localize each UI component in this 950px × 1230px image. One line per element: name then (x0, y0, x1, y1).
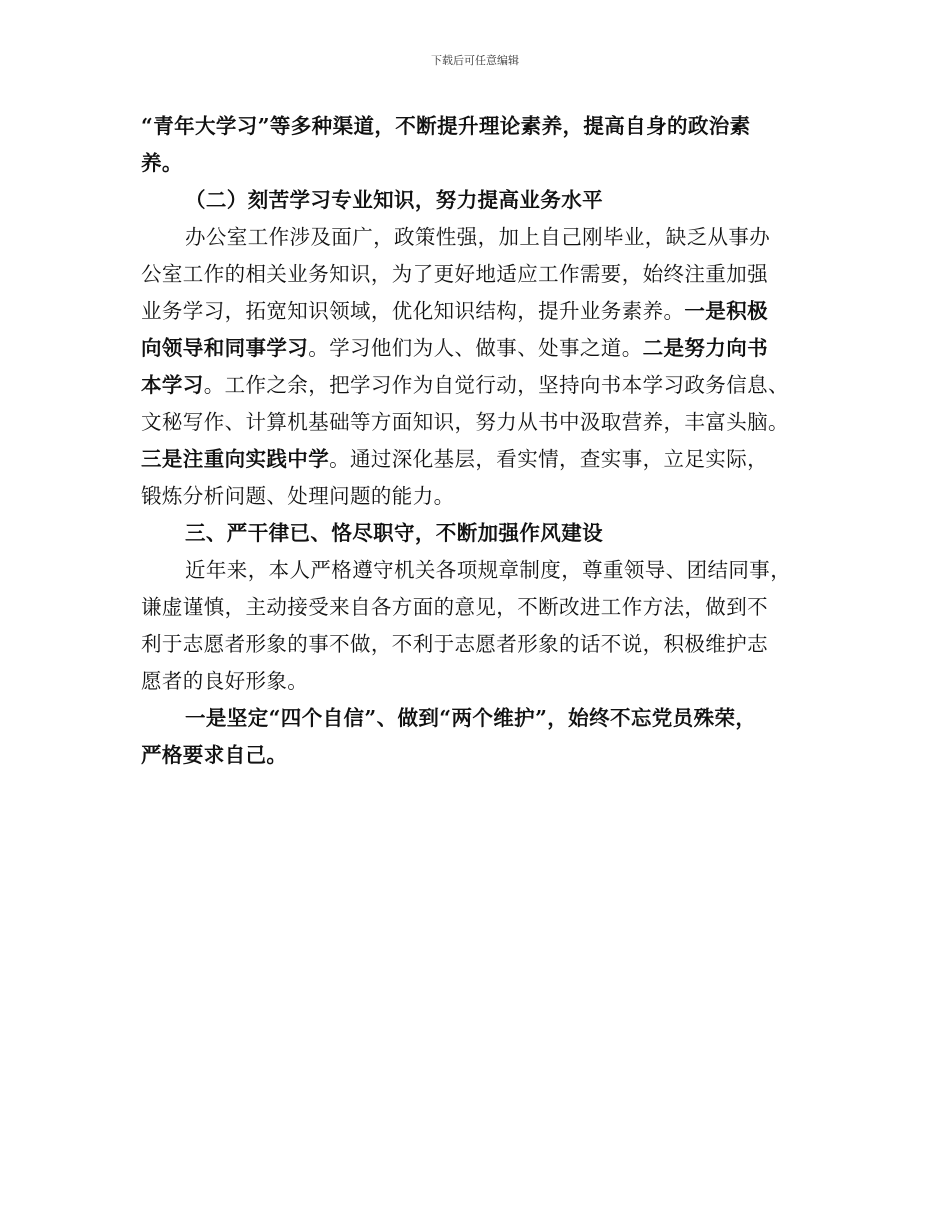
line-segment: 近年来，本人严格遵守机关各项规章制度，尊重领导、团结同事， (185, 558, 792, 582)
line-segment: 办公室工作涉及面广，政策性强，加上自己刚毕业，缺乏从事办 (185, 225, 771, 249)
line-segment: 。工作之余，把学习作为自觉行动，坚持向书本学习政务信息、 (203, 373, 789, 397)
text-line (141, 441, 811, 478)
text-line (141, 700, 811, 737)
text-line (141, 367, 811, 404)
text-line (141, 626, 811, 663)
line-segment: 。学习他们为人、做事、处事之道。 (308, 336, 643, 360)
text-line (141, 293, 811, 330)
line-segment: 公室工作的相关业务知识，为了更好地适应工作需要，始终注重加强 (141, 262, 768, 286)
text-line (141, 145, 811, 182)
text-line (141, 478, 811, 515)
line-segment: 养。 (141, 151, 183, 175)
line-segment: 二是努力向书 (642, 336, 769, 360)
line-segment: 业务学习，拓宽知识领域，优化知识结构，提升业务素养。 (141, 299, 685, 323)
text-line (141, 219, 811, 256)
text-line (141, 663, 811, 700)
line-segment: 谦虚谨慎，主动接受来自各方面的意见，不断改进工作方法，做到不 (141, 595, 768, 619)
line-segment: 本学习 (141, 373, 204, 397)
line-segment: 严格要求自己。 (141, 743, 288, 767)
line-segment: 文秘写作、计算机基础等方面知识，努力从书中汲取营养，丰富头脑。 (141, 410, 789, 434)
text-line (141, 330, 811, 367)
line-segment: 锻炼分析问题、处理问题的能力。 (141, 484, 455, 508)
line-segment: “青年大学习”等多种渠道，不断提升理论素养，提高自身的政治素 (141, 114, 751, 138)
line-segment: 三、严干律已、恪尽职守，不断加强作风建设 (185, 521, 603, 545)
line-segment: 一是积极 (684, 299, 769, 323)
text-line (141, 404, 811, 441)
line-segment: 三是注重向实践中学 (141, 447, 330, 471)
text-line (141, 589, 811, 626)
text-line (141, 552, 811, 589)
line-segment: （二）刻苦学习专业知识，努力提高业务水平 (185, 188, 603, 212)
page-header: 下载后可任意编辑 (431, 54, 519, 67)
section-heading (141, 182, 811, 219)
line-segment: 一是坚定“四个自信”、做到“两个维护”，始终不忘党员殊荣， (185, 706, 757, 730)
line-segment: 向领导和同事学习 (141, 336, 309, 360)
line-segment: 利于志愿者形象的事不做，不利于志愿者形象的话不说，积极维护志 (141, 632, 768, 656)
section-heading (141, 515, 811, 552)
text-line (141, 737, 811, 774)
line-segment: 。通过深化基层，看实情，查实事，立足实际， (329, 447, 769, 471)
text-line (141, 108, 811, 145)
line-segment: 愿者的良好形象。 (141, 669, 309, 693)
text-line (141, 256, 811, 293)
document-body (141, 108, 811, 774)
